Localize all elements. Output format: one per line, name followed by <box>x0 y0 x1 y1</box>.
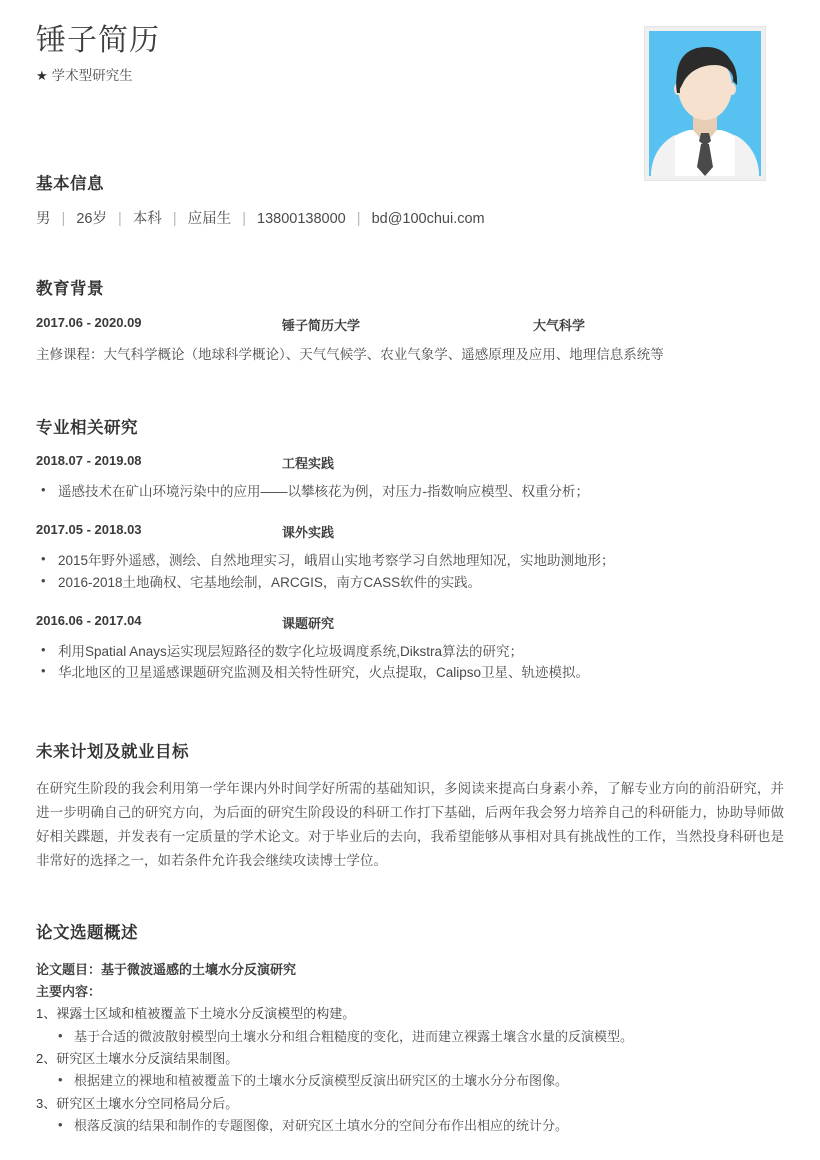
research-date: 2018.07 - 2019.08 <box>36 452 142 468</box>
section-future-plan <box>36 742 784 874</box>
photo-frame <box>644 26 766 181</box>
separator-icon: | <box>172 211 177 228</box>
separator-icon: | <box>356 211 361 228</box>
section-thesis <box>36 923 784 1137</box>
basic-info-degree: 本科 <box>132 211 162 228</box>
research-entry <box>36 453 784 502</box>
thesis-topic: 论文题目：基于微波遥感的土壤水分反演研究 <box>36 961 297 977</box>
research-bullet-list <box>36 641 784 684</box>
education-school: 锤子简历大学 <box>282 317 361 333</box>
list-item: • 2015年野外遥感，测绘、自然地理实习，峨眉山实地考察学习自然地理知况，实地助测地形； <box>36 550 784 571</box>
thesis-content-label: 主要内容： <box>36 983 102 999</box>
basic-info-age: 26岁 <box>76 211 107 228</box>
section-title-basic-info: 基本信息 <box>36 175 104 193</box>
list-item: • 利用Spatial Anays运实现层短路径的数字化垃圾调度系统,Dikstra算法的研究； <box>36 641 784 662</box>
research-entry-head <box>36 613 784 635</box>
basic-info-phone: 13800138000 <box>257 211 346 228</box>
separator-icon: | <box>242 211 246 228</box>
education-major: 大气科学 <box>533 317 586 333</box>
section-education <box>36 279 784 365</box>
section-research <box>36 418 784 684</box>
research-type: 课题研究 <box>282 615 335 631</box>
separator-icon: | <box>118 211 122 228</box>
thesis-item-sub: • 根据建立的裸地和植被覆盖下的土壤水分反演模型反演出研究区的土壤水分分布图像。 <box>36 1070 784 1092</box>
section-title-education: 教育背景 <box>36 280 104 299</box>
research-bullet-list <box>36 481 784 502</box>
research-entry-head <box>36 453 784 475</box>
basic-info-gender: 男 <box>36 211 51 228</box>
research-date: 2017.05 - 2018.03 <box>36 522 142 538</box>
education-date: 2017.06 - 2020.09 <box>36 314 142 330</box>
thesis-item-heading: 1、裸露士区域和植被覆盖下土境水分反演模型的构建。 <box>36 1006 356 1022</box>
section-basic-info <box>36 174 784 231</box>
list-item: • 遥感技术在矿山环境污染中的应用——以攀核花为例，对压力-指数响应模型、权重分析； <box>36 481 784 502</box>
research-entry <box>36 522 784 593</box>
resume-header <box>36 0 784 170</box>
thesis-item-heading: 3、研究区土壤水分空同格局分后。 <box>36 1095 239 1111</box>
education-entry-head <box>36 315 784 337</box>
section-title-thesis: 论文选题概述 <box>36 924 138 943</box>
research-bullet-list <box>36 550 784 593</box>
education-courses: 主修课程：大气科学概论（地球科学概论）、天气气候学、农业气象学、遥感原理及应用、地理信息系统等 <box>36 346 664 362</box>
thesis-item-heading: 2、研究区土壤水分反演结果制图。 <box>36 1051 239 1066</box>
basic-info-line <box>36 209 784 231</box>
research-type: 工程实践 <box>282 455 335 471</box>
separator-icon: | <box>61 211 66 228</box>
avatar-illustration <box>649 31 761 176</box>
list-item: • 2016-2018土地确权、宅基地绘制，ARCGIS，南方CASS软件的实践。 <box>36 572 784 593</box>
research-date: 2016.06 - 2017.04 <box>36 612 142 628</box>
basic-info-email: bd@100chui.com <box>371 211 485 228</box>
spacer <box>36 506 784 522</box>
future-plan-paragraph: 在研究生阶段的我会利用第一学年课内外时间学好所需的基础知识，多阅读来提高白身素小养，了解专业方向的前沿研究，并进一步明确自己的研究方向，为后面的研究生阶段设的科研工作打下基础，后两年我会努力培养自己的科研能力，协助导师做好相关蹀题，并发表有一定质量的学术论文。对于毕业后的去向，我希望能够从事相对具有挑战性的工作，当然投身科研也是非常好的选择之一，如若条件允许我会继续攻读博士学位。 <box>36 781 784 869</box>
research-entry <box>36 613 784 684</box>
page-title: 锤子简历 <box>36 24 160 57</box>
research-entry-head <box>36 522 784 544</box>
header-subtitle-text: 学术型研究生 <box>51 67 133 83</box>
list-item: • 华北地区的卫星遥感课题研究监测及相关特性研究，火点提取，Calipso卫星、轨迹模拟。 <box>36 662 784 683</box>
star-icon: ★ <box>36 67 48 83</box>
section-title-future-plan: 未来计划及就业目标 <box>36 742 189 761</box>
education-entry <box>36 315 784 366</box>
thesis-item-sub: • 根落反演的结果和制作的专题图像，对研究区土填水分的空间分布作出相应的统计分。 <box>36 1115 784 1137</box>
avatar <box>649 31 761 176</box>
basic-info-status: 应届生 <box>187 211 232 228</box>
thesis-item-sub: • 基于合适的微波散射模型向土壤水分和组合粗糙度的变化，进而建立裸露土壤含水量的反演模型。 <box>36 1026 784 1048</box>
research-type: 课外实践 <box>282 525 335 541</box>
section-title-research: 专业相关研究 <box>36 418 138 437</box>
spacer <box>36 597 784 613</box>
